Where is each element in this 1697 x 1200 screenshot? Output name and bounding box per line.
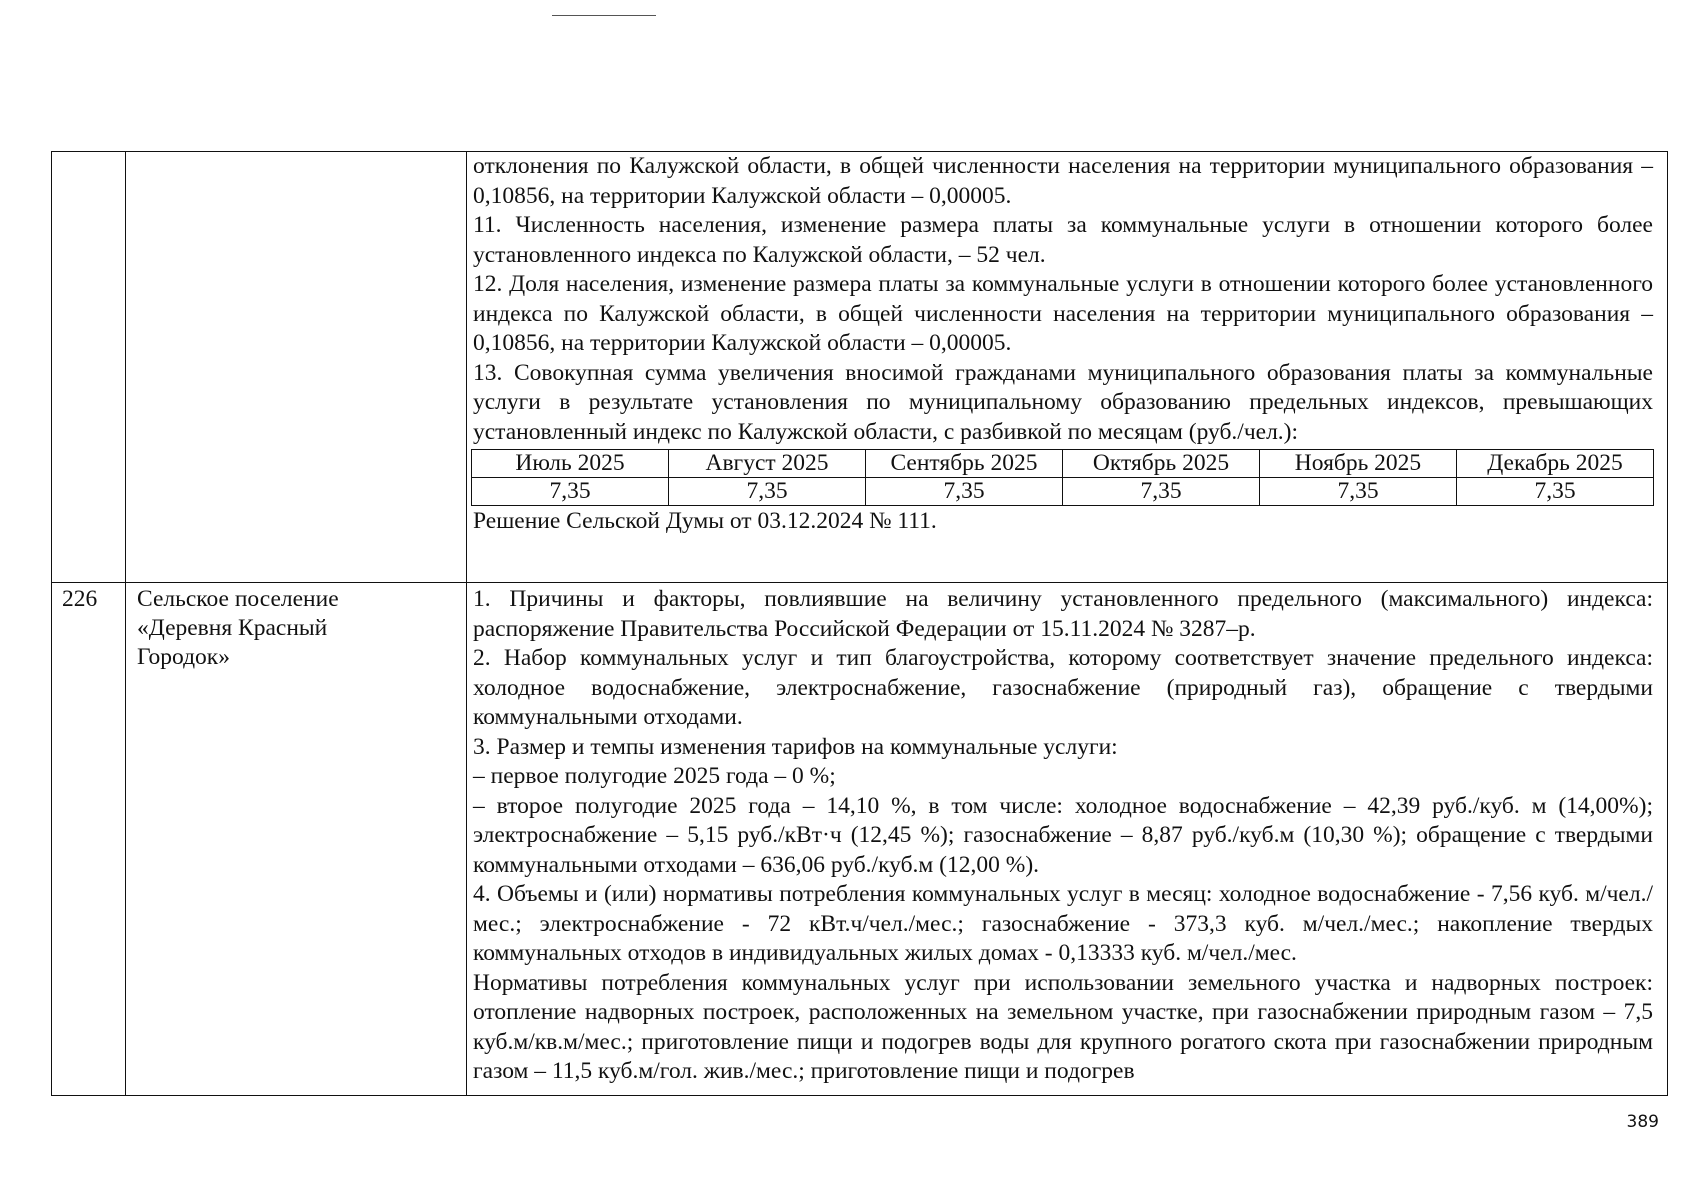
monthly-table: [471, 449, 1654, 506]
month-cell: Декабрь 2025: [1457, 450, 1654, 478]
paragraph-dash-1: – первое полугодие 2025 года – 0 %;: [473, 763, 836, 789]
value-cell: 7,35: [1063, 478, 1260, 506]
monthly-table-header: [472, 450, 1654, 478]
settlement-name-line: Сельское поселение: [137, 586, 339, 612]
main-table: [51, 151, 1668, 1096]
paragraph-item-12: 12. Доля населения, изменение размера платы за коммунальные услуги в отношении которого более установленного индекса по Калужской области, в общей численности населения на территории муниципального образования – 0,10856, на территории Калужской области – 0,00005.: [473, 271, 1653, 356]
paragraph-item-13: 13. Совокупная сумма увеличения вносимой гражданами муниципального образования платы за коммунальные услуги в результате установления по муниципальному образованию предельных индексов, превышающих установленный индекс по Калужской области, с разбивкой по месяцам (руб./чел.):: [473, 359, 1653, 445]
settlement-name-line: Городок»: [137, 644, 230, 670]
settlement-name: [137, 585, 457, 672]
row-number: 226: [62, 586, 98, 612]
month-cell: Сентябрь 2025: [866, 450, 1063, 478]
row-226-content: [473, 585, 1653, 1087]
monthly-table-values: [472, 478, 1654, 506]
row-divider: [52, 582, 1667, 583]
column-divider-2: [466, 152, 467, 1095]
paragraph-item-1: 1. Причины и факторы, повлиявшие на величину установленного предельного (максимального) индекса: распоряжение Правительства Российской Федерации от 15.11.2024 № 3287–р.: [473, 586, 1653, 642]
value-cell: 7,35: [472, 478, 669, 506]
value-cell: 7,35: [1457, 478, 1654, 506]
decision-text: Решение Сельской Думы от 03.12.2024 № 111.: [473, 508, 937, 534]
month-cell: Июль 2025: [472, 450, 669, 478]
month-cell: Август 2025: [669, 450, 866, 478]
month-cell: Октябрь 2025: [1063, 450, 1260, 478]
page-number: 389: [1626, 1112, 1659, 1132]
paragraph: отклонения по Калужской области, в общей численности населения на территории муниципального образования – 0,10856, на территории Калужской области – 0,00005.: [473, 153, 1653, 209]
top-dash-mark: [552, 15, 656, 16]
paragraph-item-3: 3. Размер и темпы изменения тарифов на коммунальные услуги:: [473, 733, 1118, 760]
value-cell: 7,35: [669, 478, 866, 506]
paragraph-item-4: 4. Объемы и (или) нормативы потребления коммунальных услуг в месяц: холодное водоснабжение - 7,56 куб. м/чел./мес.; электроснабжение - 72 кВт.ч/чел./мес.; газоснабжение - 373,3 куб. м/чел./мес.; накопление твердых коммунальных отходов в индивидуальных жилых домах - 0,13333 куб. м/чел./мес.: [473, 881, 1653, 966]
paragraph-dash-2: – второе полугодие 2025 года – 14,10 %, в том числе: холодное водоснабжение – 42,39 руб./куб. м (14,00%); электроснабжение – 5,15 руб./кВт·ч (12,45 %); газоснабжение – 8,87 руб./куб.м (10,30 %); обращение с твердыми коммунальными отходами – 636,06 руб./куб.м (12,00 %).: [473, 792, 1653, 878]
paragraph-item-11: 11. Численность населения, изменение размера платы за коммунальные услуги в отношении которого более установленного индекса по Калужской области, – 52 чел.: [473, 212, 1653, 268]
column-divider-1: [125, 152, 126, 1095]
paragraph-norms: Нормативы потребления коммунальных услуг при использовании земельного участка и надворных построек: отопление надворных построек, расположенных на земельном участке, при газоснабжении природным газом – 7,5 куб.м/кв.м/мес.; приготовление пищи и подогрев воды для крупного рогатого скота при газоснабжении природным газом – 11,5 куб.м/гол. жив./мес.; приготовление пищи и подогрев: [473, 969, 1653, 1084]
settlement-name-line: «Деревня Красный: [137, 615, 328, 641]
continuation-cell: [473, 152, 1653, 537]
value-cell: 7,35: [866, 478, 1063, 506]
value-cell: 7,35: [1260, 478, 1457, 506]
month-cell: Ноябрь 2025: [1260, 450, 1457, 478]
paragraph-item-2: 2. Набор коммунальных услуг и тип благоустройства, которому соответствует значение предельного индекса: холодное водоснабжение, электроснабжение, газоснабжение (природный газ), обращение с твердыми коммунальными отходами.: [473, 645, 1653, 730]
